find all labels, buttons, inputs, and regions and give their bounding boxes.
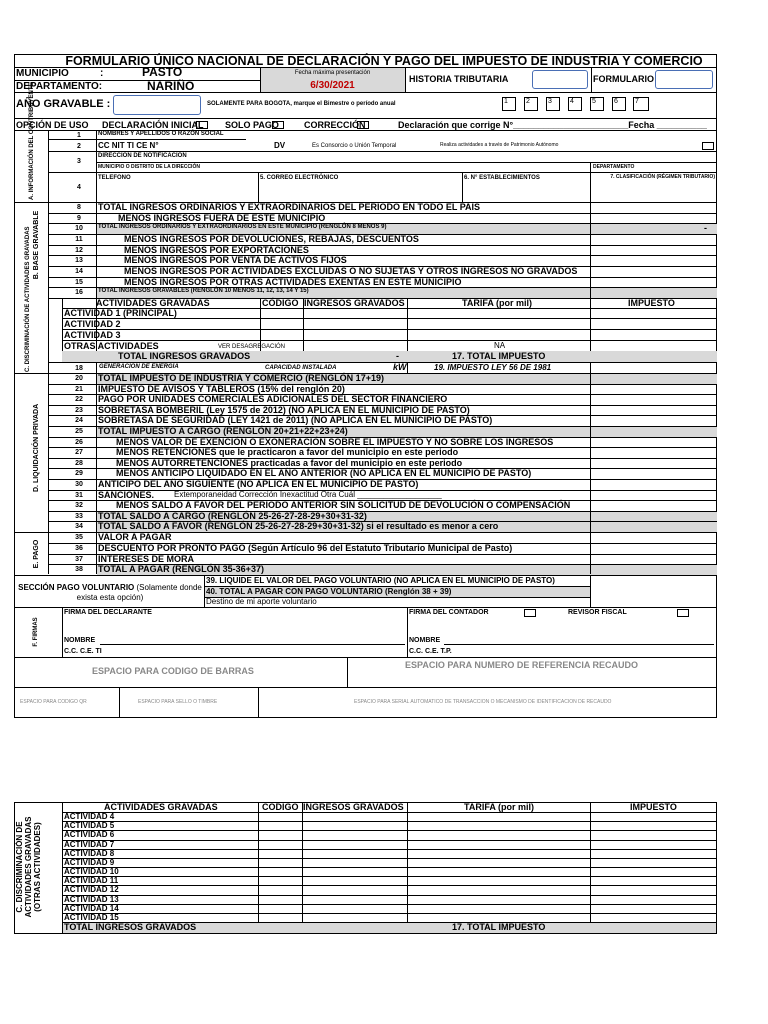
historia-label: HISTORIA TRIBUTARIA xyxy=(409,74,509,84)
liquidacion-row: SANCIONES. xyxy=(98,489,155,500)
pago-row: TOTAL A PAGAR (RENGLÓN 35-36+37) xyxy=(98,564,264,575)
annex-actividad-row: ACTIVIDAD 6 xyxy=(64,830,115,840)
bimestre-2-checkbox[interactable]: 2 xyxy=(524,97,538,111)
divider xyxy=(48,202,49,574)
row-number: 29 xyxy=(75,470,83,478)
row-number: 3 xyxy=(77,158,81,165)
liquidacion-row: MENOS AUTORRETENCIONES practicadas a favor del municipio en este periodo xyxy=(116,457,463,468)
direccion-label: DIRECCIÓN DE NOTIFICACIÓN xyxy=(98,153,187,159)
annex-actividad-row: ACTIVIDAD 7 xyxy=(64,839,115,849)
pago-row: DESCUENTO POR PRONTO PAGO (Según Artículo 96 del Estatuto Tributario Municipal de Pasto) xyxy=(98,542,513,553)
ano-input[interactable] xyxy=(113,95,201,115)
divider xyxy=(48,172,717,173)
divider xyxy=(590,373,591,574)
annex-col-tarifa: TARIFA (por mil) xyxy=(464,802,534,812)
annex-col-actividades: ACTIVIDADES GRAVADAS xyxy=(104,802,218,812)
annex-total-impuesto: 17. TOTAL IMPUESTO xyxy=(452,922,546,932)
departamento-label: DEPARTAMENTO: xyxy=(16,81,103,92)
row-number: 13 xyxy=(75,257,83,265)
nombre-declarante[interactable]: NOMBRE xyxy=(64,637,96,644)
annex-actividad-row: ACTIVIDAD 4 xyxy=(64,812,115,821)
row-39: 39. LIQUIDE EL VALOR DEL PAGO VOLUNTARIO (NO APLICA EN EL MUNICIPIO DE PASTO) xyxy=(206,576,555,585)
ano-label: AÑO GRAVABLE : xyxy=(16,98,111,110)
divider xyxy=(14,607,717,608)
contador-checkbox[interactable] xyxy=(524,609,536,617)
firma-contador[interactable]: FIRMA DEL CONTADOR xyxy=(409,609,489,616)
actividad-3: ACTIVIDAD 3 xyxy=(64,330,121,340)
annex-total-ingresos: TOTAL INGRESOS GRAVADOS xyxy=(64,922,197,932)
base-gravable-row: MENOS INGRESOS POR VENTA DE ACTIVOS FIJOS xyxy=(124,255,347,266)
sello-space: ESPACIO PARA SELLO O TIMBRE xyxy=(138,699,218,705)
divider xyxy=(62,340,717,341)
generacion-energia: GENERACIÓN DE ENERGÍA xyxy=(99,364,179,370)
firma-declarante[interactable]: FIRMA DEL DECLARANTE xyxy=(64,609,152,616)
row-number: 25 xyxy=(75,428,83,435)
liquidacion-row: PAGO POR UNIDADES COMERCIALES ADICIONALES DEL SECTOR FINANCIERO xyxy=(98,394,448,405)
annex-actividad-row: ACTIVIDAD 11 xyxy=(64,876,119,886)
base-gravable-row: MENOS INGRESOS FUERA DE ESTE MUNICIPIO xyxy=(118,212,326,223)
liquidacion-row: MENOS SALDO A FAVOR DEL PERIODO ANTERIOR SIN SOLICITUD DE DEVOLUCIÓN O COMPENSACIÓN xyxy=(116,500,571,511)
divider xyxy=(119,687,120,718)
divider xyxy=(347,657,348,687)
divider xyxy=(48,362,717,363)
divider xyxy=(62,913,717,914)
annex-actividad-row: ACTIVIDAD 13 xyxy=(64,894,119,904)
liquidacion-row: SOBRETASA BOMBERIL (Ley 1575 de 2012) (NO APLICA EN EL MUNICIPIO DE PASTO) xyxy=(98,404,470,415)
row-number: 23 xyxy=(75,406,83,414)
destino-aporte[interactable]: Destino de mi aporte voluntario xyxy=(206,597,317,606)
divider xyxy=(62,867,717,868)
id-types[interactable]: CC NIT TI CE N° xyxy=(98,141,159,150)
row-40: 40. TOTAL A PAGAR CON PAGO VOLUNTARIO (Renglón 38 + 39) xyxy=(206,587,452,596)
pago-row: VALOR A PAGAR xyxy=(98,532,172,542)
pago-voluntario-label: SECCIÓN PAGO VOLUNTARIO (Solamente donde exista esta opción) xyxy=(18,583,202,602)
divider xyxy=(62,904,717,905)
otras-actividades: OTRAS ACTIVIDADES xyxy=(64,341,159,351)
row-number: 18 xyxy=(75,365,83,372)
row-number: 16 xyxy=(75,289,83,297)
row-number: 1 xyxy=(77,132,81,139)
divider xyxy=(405,67,406,92)
divider xyxy=(62,858,717,859)
kw-label: kW xyxy=(393,362,407,372)
divider xyxy=(48,130,49,202)
liquidacion-row: TOTAL SALDO A CARGO (RENGLÓN 25-26-27-28-29+30+31-32) xyxy=(98,510,367,521)
liquidacion-row: TOTAL IMPUESTO A CARGO (RENGLÓN 20+21+22+23+24) xyxy=(98,426,348,436)
divider xyxy=(62,876,717,877)
municipio-value[interactable]: PASTO xyxy=(142,65,183,79)
referencia-space: ESPACIO PARA NUMERO DE REFERENCIA RECAUDO xyxy=(405,660,639,670)
fecha-value: 6/30/2021 xyxy=(310,80,355,91)
ids-contador[interactable]: C.C. C.E. T.P. xyxy=(409,648,452,655)
ver-desagregacion[interactable]: VER DESAGREGACIÓN xyxy=(218,344,286,350)
divider xyxy=(590,575,591,607)
divider xyxy=(444,644,714,645)
annex-actividad-row: ACTIVIDAD 14 xyxy=(64,903,119,913)
col-ingresos: INGRESOS GRAVADOS xyxy=(304,298,405,308)
row-number: 8 xyxy=(77,204,81,211)
liquidacion-row: MENOS VALOR DE EXENCIÓN O EXONERACIÓN SOBRE EL IMPUESTO Y NO SOBRE LOS INGRESOS xyxy=(116,436,554,447)
row-number: 38 xyxy=(75,566,83,574)
telefono-label: TELEFONO xyxy=(98,175,131,181)
row-number: 4 xyxy=(77,184,81,191)
consorcio-label: Es Consorcio o Unión Temporal xyxy=(312,143,397,149)
row-number: 12 xyxy=(75,246,83,254)
row-number: 27 xyxy=(75,449,83,457)
annex-col-ingresos: INGRESOS GRAVADOS xyxy=(303,802,404,812)
row-number: 10 xyxy=(75,225,83,233)
divider xyxy=(590,202,591,299)
divider xyxy=(591,67,592,92)
qr-space: ESPACIO PARA CODIGO QR xyxy=(20,699,87,705)
divider xyxy=(62,885,717,886)
serial-space: ESPACIO PARA SERIAL AUTOMATICO DE TRANSACCION O MECANISMO DE IDENTIFICACION DE RECAUDO xyxy=(354,699,612,705)
divider xyxy=(62,821,717,822)
divider xyxy=(96,162,717,163)
pago-row: INTERESES DE MORA xyxy=(98,553,195,564)
row-number: 20 xyxy=(75,375,83,382)
establecimientos-label: 6. N° ESTABLECIMIENTOS xyxy=(464,175,540,181)
na-label: NA xyxy=(494,341,506,350)
clasificacion-label: 7. CLASIFICACIÓN (RÉGIMEN TRIBUTARIO) xyxy=(610,174,715,180)
autonomo-label: Realiza actividades a través de Patrimonio Autónomo xyxy=(440,142,559,148)
correccion-checkbox[interactable] xyxy=(357,121,369,129)
form-title: FORMULARIO ÚNICO NACIONAL DE DECLARACIÓN Y PAGO DEL IMPUESTO DE INDUSTRIA Y COMERCIO xyxy=(65,54,703,68)
liquidacion-row: MENOS RETENCIONES que le practicaron a favor del municipio en este periodo xyxy=(116,447,459,458)
row-number: 33 xyxy=(75,512,83,520)
row-number: 31 xyxy=(75,491,83,499)
annex-col-impuesto: IMPUESTO xyxy=(630,802,677,812)
ids-declarante[interactable]: C.C. C.E. TI xyxy=(64,648,102,655)
opcion-inicial: DECLARACIÓN INICIAL xyxy=(102,120,204,130)
divider xyxy=(62,849,717,850)
col-tarifa: TARIFA (por mil) xyxy=(462,298,532,308)
section-b-label: B. BASE GRAVABLE xyxy=(33,210,40,280)
nombre-contador[interactable]: NOMBRE xyxy=(409,637,441,644)
inicial-checkbox[interactable] xyxy=(196,121,208,129)
divider xyxy=(258,172,259,202)
ley-56: 19. IMPUESTO LEY 56 DE 1981 xyxy=(434,363,552,372)
bogota-note: SOLAMENTE PARA BOGOTA, marque el Bimestre o período anual xyxy=(207,101,396,107)
solo-pago-checkbox[interactable] xyxy=(272,121,284,129)
bimestre-4-checkbox[interactable]: 4 xyxy=(568,97,582,111)
row-number: 2 xyxy=(77,143,81,150)
row-number: 24 xyxy=(75,417,83,425)
divider xyxy=(48,139,246,140)
opcion-solo-pago: SOLO PAGO xyxy=(225,120,279,130)
annex-actividad-row: ACTIVIDAD 5 xyxy=(64,821,115,831)
divider xyxy=(14,657,717,658)
opcion-correccion: CORRECCIÓN xyxy=(304,120,366,130)
codigo-barras-space: ESPACIO PARA CODIGO DE BARRAS xyxy=(92,666,254,676)
section-f-label: F. FIRMAS xyxy=(33,617,39,647)
row-number: 36 xyxy=(75,544,83,552)
divider xyxy=(62,318,717,319)
annex-actividad-row: ACTIVIDAD 15 xyxy=(64,912,119,922)
divider xyxy=(62,895,717,896)
revisor-fiscal: REVISOR FISCAL xyxy=(568,609,627,616)
bimestre-1-checkbox[interactable]: 1 xyxy=(502,97,516,111)
dv-label: DV xyxy=(274,141,286,150)
annex-actividad-row: ACTIVIDAD 10 xyxy=(64,867,119,876)
row-number: 30 xyxy=(75,481,83,488)
razon-social-label: NOMBRES Y APELLIDOS O RAZÓN SOCIAL xyxy=(98,131,224,137)
opcion-corrige: Declaración que corrige N°_______________________Fecha __________ xyxy=(398,120,707,130)
divider xyxy=(48,151,717,152)
divider xyxy=(260,67,261,92)
row-number: 9 xyxy=(77,214,81,222)
row-number: 11 xyxy=(75,236,83,243)
liquidacion-row: MENOS ANTICIPO LIQUIDADO EN EL AÑO ANTERIOR (NO APLICA EN EL MUNICIPIO DE PASTO) xyxy=(116,468,532,479)
sanciones-options[interactable]: Extemporaneidad Corrección Inexactitud Otra Cuál ___________________ xyxy=(174,489,442,499)
divider xyxy=(14,118,717,119)
divider xyxy=(590,172,591,202)
formulario-input[interactable] xyxy=(655,70,713,89)
annex-actividad-row: ACTIVIDAD 9 xyxy=(64,857,115,867)
section-a-label: A. INFORMACIÓN DEL CONTRIBUYENTE xyxy=(29,82,35,200)
revisor-checkbox[interactable] xyxy=(677,609,689,617)
section-c-label: C. DISCRIMINACIÓN DE ACTIVIDADES GRAVADAS xyxy=(25,226,31,372)
departamento-direccion-label: DEPARTAMENTO xyxy=(593,164,635,170)
base-gravable-row: MENOS INGRESOS POR ACTIVIDADES EXCLUIDAS O NO SUJETAS Y OTROS INGRESOS NO GRAVADOS xyxy=(124,266,578,276)
departamento-value[interactable]: NARIÑO xyxy=(147,79,195,93)
divider xyxy=(590,162,591,172)
bimestre-7-checkbox[interactable]: 7 xyxy=(633,97,649,111)
formulario-label: FORMULARIO xyxy=(593,74,654,84)
fecha-label: Fecha máxima presentación xyxy=(294,70,371,76)
annex-actividad-row: ACTIVIDAD 12 xyxy=(64,885,119,895)
base-gravable-row: MENOS INGRESOS POR OTRAS ACTIVIDADES EXENTAS EN ESTE MUNICIPIO xyxy=(124,276,462,287)
base-gravable-row: TOTAL INGRESOS GRAVABLES (RENGLÓN 10 MENOS 11, 12, 13, 14 Y 15) xyxy=(98,288,309,295)
base-gravable-row: TOTAL INGRESOS ORDINARIOS Y EXTRAORDINARIOS EN ESTE MUNICIPIO (RENGLÓN 8 MENOS 9) xyxy=(98,224,387,231)
municipio-label: MUNICIPIO xyxy=(16,68,69,79)
divider xyxy=(462,172,463,202)
divider xyxy=(62,812,717,813)
row-number: 21 xyxy=(75,385,83,393)
liquidacion-row: TOTAL IMPUESTO DE INDUSTRIA Y COMERCIO (RENGLÓN 17+19) xyxy=(98,373,384,383)
row-number: 22 xyxy=(75,396,83,404)
base-gravable-row: MENOS INGRESOS POR DEVOLUCIONES, REBAJAS, DESCUENTOS xyxy=(124,234,419,244)
total-ingresos-gravados: TOTAL INGRESOS GRAVADOS xyxy=(118,351,251,361)
capacidad-instalada: CAPACIDAD INSTALADA xyxy=(265,365,337,371)
divider xyxy=(407,607,408,657)
base-gravable-row: TOTAL INGRESOS ORDINARIOS Y EXTRAORDINARIOS DEL PERIODO EN TODO EL PAIS xyxy=(98,202,481,212)
historia-input[interactable] xyxy=(532,70,588,89)
email-label: 5. CORREO ELECTRÓNICO xyxy=(260,175,339,181)
col-impuesto: IMPUESTO xyxy=(628,298,675,308)
row-number: 14 xyxy=(75,268,83,275)
liquidacion-row: SOBRETASA DE SEGURIDAD (LEY 1421 de 2011) (NO APLICA EN EL MUNICIPIO DE PASTO) xyxy=(98,415,493,426)
section-e-label: E. PAGO xyxy=(33,539,40,569)
liquidacion-row: TOTAL SALDO A FAVOR (RENGLÓN 25-26-27-28-29+30+31-32) si el resultado es menor a cero xyxy=(98,521,499,532)
divider xyxy=(62,830,717,831)
annex-side-label: C. DISCRIMINACIÓN DE ACTIVIDADES GRAVADAS (OTRAS ACTIVIDADES) xyxy=(15,816,42,918)
base-gravable-row: MENOS INGRESOS POR EXPORTACIONES xyxy=(124,244,309,255)
actividad-1: ACTIVIDAD 1 (PRINCIPAL) xyxy=(64,308,177,318)
row-number: 35 xyxy=(75,534,83,541)
divider xyxy=(100,644,405,645)
divider xyxy=(62,329,717,330)
total-impuesto: 17. TOTAL IMPUESTO xyxy=(452,351,546,361)
bimestre-3-checkbox[interactable]: 3 xyxy=(546,97,560,111)
annex-col-codigo: CODIGO xyxy=(262,802,299,812)
municipio-colon: : xyxy=(100,68,104,79)
row-number: 37 xyxy=(75,555,83,563)
col-actividades: ACTIVIDADES GRAVADAS xyxy=(96,298,210,308)
bimestre-6-checkbox[interactable]: 6 xyxy=(612,97,626,111)
liquidacion-row: IMPUESTO DE AVISOS Y TABLEROS (15% del renglón 20) xyxy=(98,383,345,394)
row-number: 34 xyxy=(75,523,83,531)
row-number: 32 xyxy=(75,502,83,510)
actividad-2: ACTIVIDAD 2 xyxy=(64,319,121,329)
row-number: 15 xyxy=(75,278,83,286)
total-dash: - xyxy=(396,351,399,361)
row-number: 28 xyxy=(75,459,83,467)
divider xyxy=(96,130,97,202)
autonomo-checkbox[interactable] xyxy=(702,142,714,150)
annex-actividad-row: ACTIVIDAD 8 xyxy=(64,848,115,858)
divider xyxy=(258,687,259,718)
row-number: 26 xyxy=(75,438,83,446)
divider xyxy=(62,840,717,841)
liquidacion-row: ANTICIPO DEL AÑO SIGUIENTE (NO APLICA EN EL MUNICIPIO DE PASTO) xyxy=(98,479,419,489)
municipio-direccion-label: MUNICIPIO O DISTRITO DE LA DIRECCIÓN xyxy=(98,164,200,170)
col-codigo: CÓDIGO xyxy=(262,298,299,308)
row-value: - xyxy=(704,223,707,234)
bimestre-5-checkbox[interactable]: 5 xyxy=(590,97,604,111)
opcion-label: OPCIÓN DE USO xyxy=(16,120,89,130)
section-d-label: D. LIQUIDACIÓN PRIVADA xyxy=(33,403,40,492)
divider xyxy=(62,607,63,657)
divider xyxy=(14,92,717,93)
